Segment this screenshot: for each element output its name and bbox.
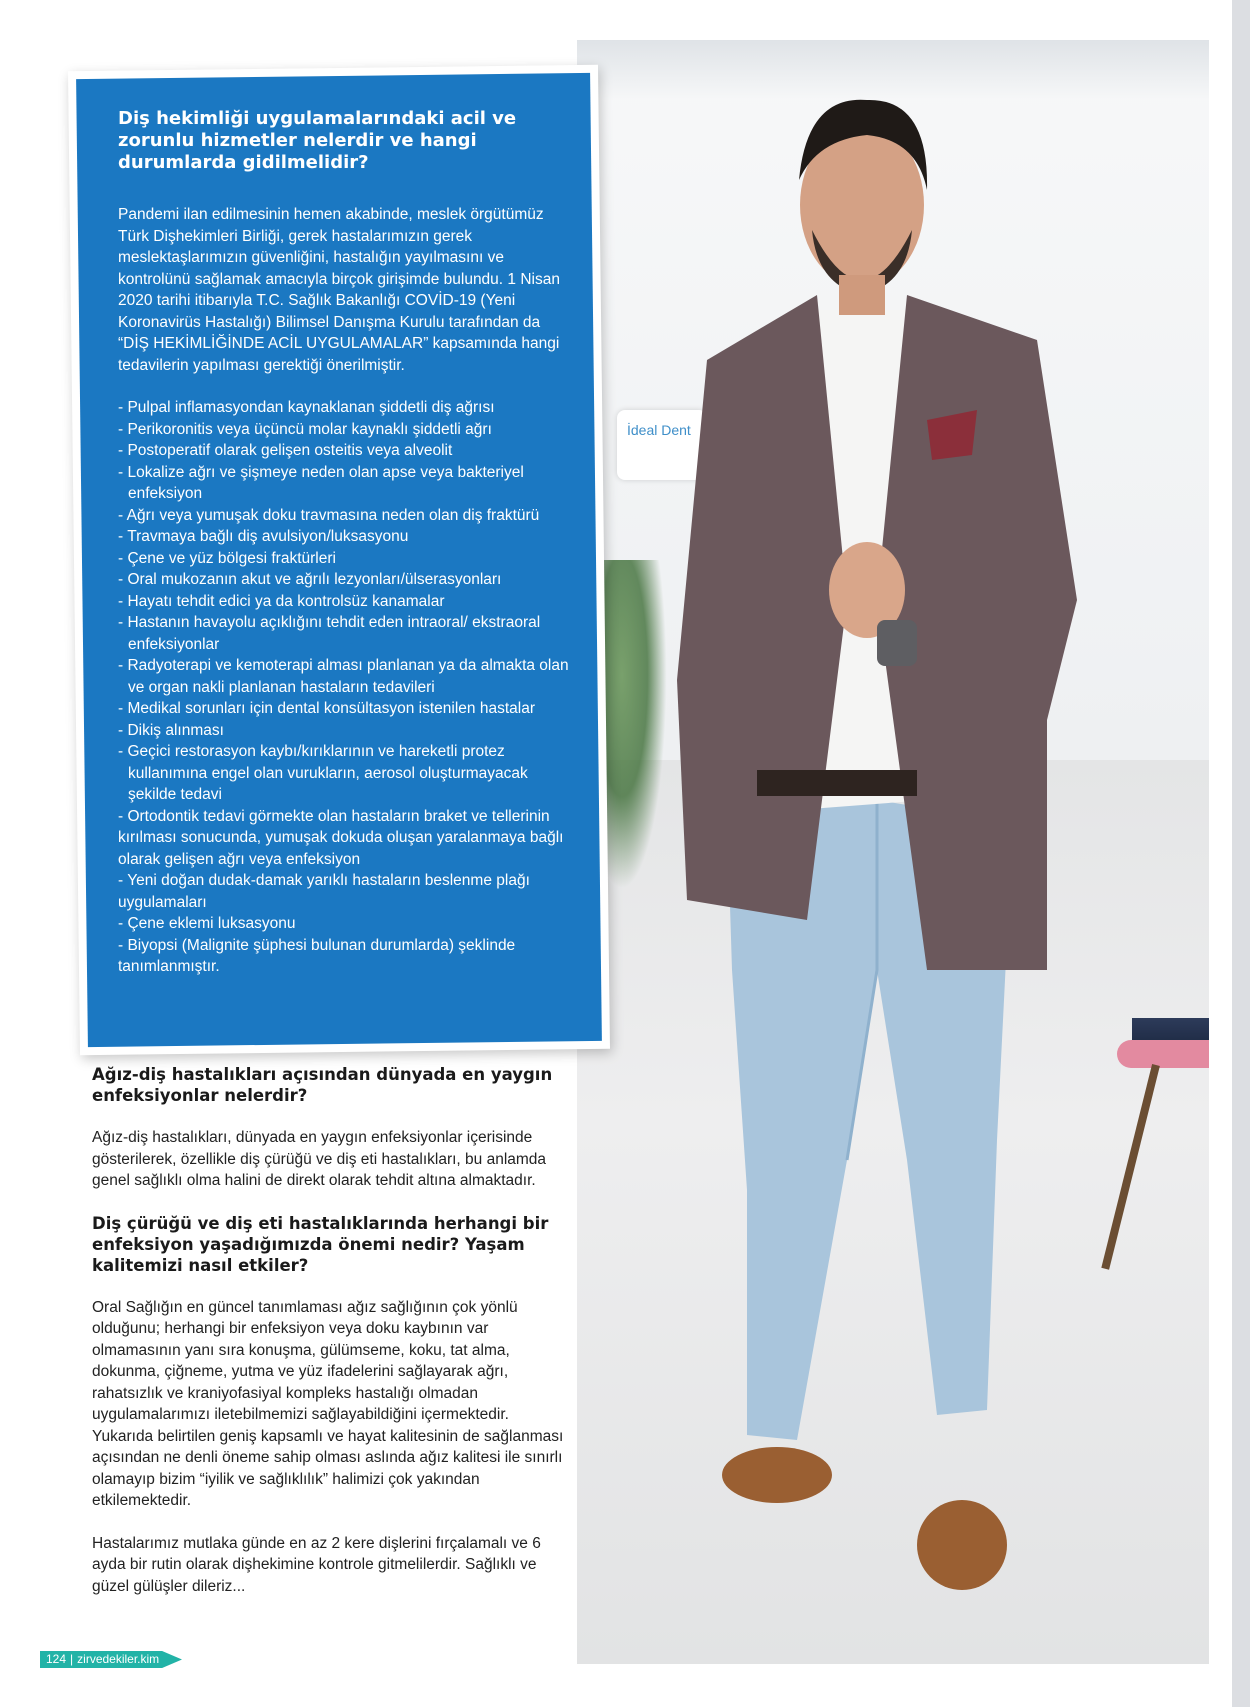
list-item: - Ortodontik tedavi görmekte olan hastaların braket ve tellerinin kırılması sonucunda, yumuşak dokuda oluşan yaralanmaya bağlı olarak gelişen ağrı veya enfeksiyon	[118, 807, 564, 868]
emergency-services-content	[118, 108, 573, 978]
list-item: - Çene eklemi luksasyonu	[118, 915, 296, 932]
box-paragraph: Pandemi ilan edilmesinin hemen akabinde, meslek örgütümüz Türk Dişhekimleri Birliği, gerek hastalarımızın gerek meslektaşlarımızın güvenliğini, hastalığın yayılmasını ve kontrolünü sağlamak amacıyla birçok girişimde bulundu. 1 Nisan 2020 tarihi itibarıyla T.C. Sağlık Bakanlığı COVİD-19 (Yeni Koronavirüs Hastalığı) Bilimsel Danışma Kurulu tarafından da “DİŞ HEKİMLİĞİNDE ACİL UYGULAMALAR” kapsamında hangi tedavilerin yapılması gerektiği önerilmiştir.	[118, 206, 560, 374]
list-item: - Perikoronitis veya üçüncü molar kaynaklı şiddetli ağrı	[118, 420, 492, 438]
list-item: - Radyoterapi ve kemoterapi alması planlanan ya da almakta olan ve organ nakli planlanan hastaların tedavileri	[118, 657, 569, 696]
list-item: - Biyopsi (Malignite şüphesi bulunan durumlarda) şeklinde tanımlanmıştır.	[118, 936, 516, 975]
section2-paragraph-1: Oral Sağlığın en güncel tanımlaması ağız sağlığının çok yönlü olduğunu; herhangi bir enfeksiyon veya doku kaybının var olmamasının yanı sıra konuşma, gülümseme, koku, tat alma, dokunma, çiğneme, yutma ve yüz ifadelerini sağlayarak ağrı, rahatsızlık ve kraniyofasiyal kompleks hastalığı olmadan uygulamalarımızı iletebilmemizi sağlayabildiğini içermektedir. Yukarıda belirtilen geniş kapsamlı ve hayat kalitesinin de sağlanması açısından ne denli öneme sahip olması aslında ağız kalitesi ile sınırlı olamayıp bizim “iyilik ve sağlıklılık” halimizi çok yakından etkilemektedir.	[92, 1298, 564, 1509]
list-item: - Pulpal inflamasyondan kaynaklanan şiddetli diş ağrısı	[118, 399, 495, 416]
footer-site-link[interactable]: zirvedekiler.kim	[77, 1652, 160, 1666]
list-item: - Ağrı veya yumuşak doku travmasına neden olan diş fraktürü	[118, 506, 540, 524]
section2-title: Diş çürüğü ve diş eti hastalıklarında herhangi bir enfeksiyon yaşadığımızda önemi nedir? Yaşam kalitemizi nasıl etkiler?	[92, 1213, 549, 1275]
list-item: - Medikal sorunları için dental konsültasyon istenilen hastalar	[118, 700, 535, 717]
man-figure	[577, 40, 1209, 1664]
section2-paragraph-2: Hastalarımız mutlaka günde en az 2 kere dişlerini fırçalamalı ve 6 ayda bir rutin olarak dişhekimine kontrole gitmelilerdir. Sağlıklı ve güzel gülüşler dileriz...	[92, 1534, 541, 1595]
page-number: 124	[46, 1652, 67, 1666]
portrait-photo	[577, 40, 1209, 1664]
list-item: - Dikiş alınması	[118, 721, 224, 739]
list-item: - Hayatı tehdit edici ya da kontrolsüz kanamalar	[118, 592, 445, 610]
list-item: - Oral mukozanın akut ve ağrılı lezyonları/ülserasyonları	[118, 571, 502, 588]
list-item: - Lokalize ağrı ve şişmeye neden olan apse veya bakteriyel enfeksiyon	[118, 463, 524, 502]
list-item: - Çene ve yüz bölgesi fraktürleri	[118, 549, 336, 567]
section1-title: Ağız-diş hastalıkları açısından dünyada en yaygın enfeksiyonlar nelerdir?	[92, 1065, 553, 1105]
page-edge-strip	[1232, 0, 1250, 1707]
list-item: - Yeni doğan dudak-damak yarıklı hastaların beslenme plağı uygulamaları	[118, 872, 530, 911]
article-column	[92, 1064, 570, 1618]
section1-paragraph: Ağız-diş hastalıkları, dünyada en yaygın enfeksiyonlar içerisinde gösterilerek, özellikle diş çürüğü ve diş eti hastalıkları, bu anlamda genel sağlıklı olma halini de direkt olarak tehdit altına almaktadır.	[92, 1129, 547, 1189]
list-item: - Travmaya bağlı diş avulsiyon/luksasyonu	[118, 528, 409, 545]
clinic-sign-text: İdeal Dent	[627, 422, 691, 438]
list-item: - Postoperatif olarak gelişen osteitis veya alveolit	[118, 442, 453, 459]
list-item: - Geçici restorasyon kaybı/kırıklarının ve hareketli protez kullanımına engel olan vurukların, aerosol oluşturmayacak şekilde tedavi	[118, 743, 528, 803]
footer-text	[46, 1652, 159, 1666]
box-title: Diş hekimliği uygulamalarındaki acil ve zorunlu hizmetler nelerdir ve hangi durumlarda gidilmelidir?	[118, 108, 517, 173]
emergency-list	[118, 397, 573, 978]
list-item: - Hastanın havayolu açıklığını tehdit eden intraoral/ ekstraoral enfeksiyonlar	[118, 614, 541, 653]
footer-separator: |	[70, 1652, 74, 1666]
